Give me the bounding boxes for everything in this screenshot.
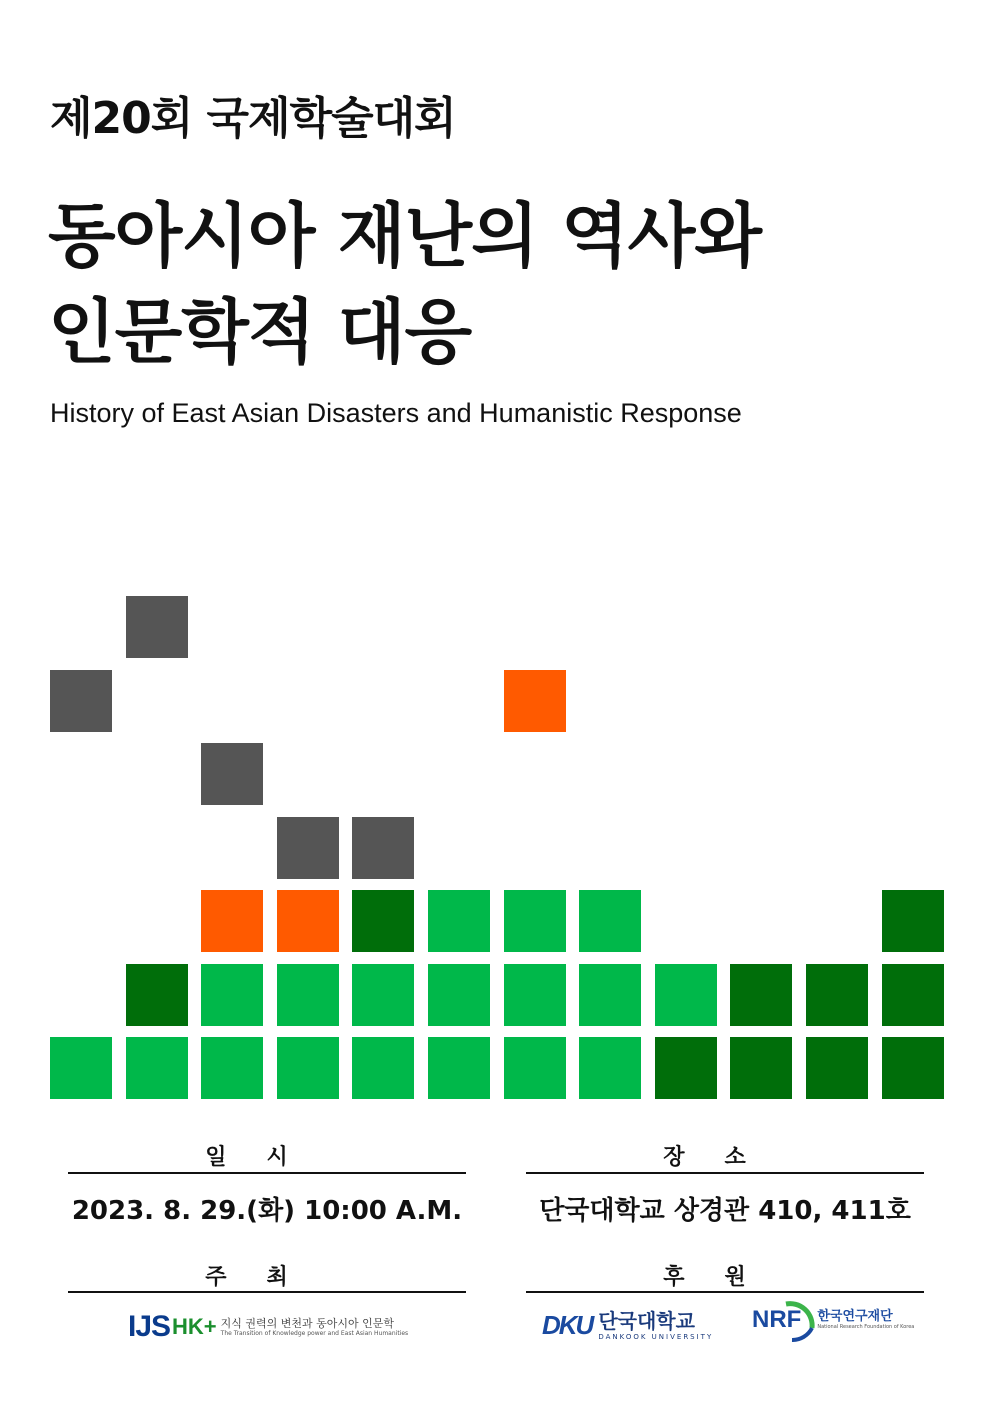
title-line-1: 동아시아 재난의 역사와 bbox=[48, 195, 761, 277]
dku-logo-mark: DKU bbox=[542, 1310, 593, 1340]
nrf-name-en: National Research Foundation of Korea bbox=[817, 1324, 915, 1330]
ijs-name-kr: 지식 권력의 변천과 동아시아 인문학 bbox=[220, 1316, 395, 1330]
block-dark_green-32 bbox=[655, 1037, 717, 1099]
venue-label: 장소 bbox=[663, 1145, 786, 1170]
block-green-17 bbox=[428, 964, 490, 1026]
block-dark_green-35 bbox=[882, 1037, 944, 1099]
block-dark_green-8 bbox=[352, 890, 414, 952]
block-dark_green-23 bbox=[882, 964, 944, 1026]
block-orange-2 bbox=[504, 670, 566, 732]
block-green-31 bbox=[579, 1037, 641, 1099]
sponsor-label: 후원 bbox=[663, 1265, 786, 1290]
block-green-29 bbox=[428, 1037, 490, 1099]
title-line-2: 인문학적 대응 bbox=[48, 291, 472, 373]
nrf-logo bbox=[752, 1306, 914, 1334]
block-green-27 bbox=[277, 1037, 339, 1099]
block-orange-7 bbox=[277, 890, 339, 952]
block-dark_green-13 bbox=[126, 964, 188, 1026]
dku-logo bbox=[542, 1310, 713, 1341]
host-divider bbox=[68, 1291, 466, 1293]
block-gray-1 bbox=[50, 670, 112, 732]
block-orange-6 bbox=[201, 890, 263, 952]
block-green-15 bbox=[277, 964, 339, 1026]
date-label: 일시 bbox=[205, 1145, 328, 1170]
block-dark_green-22 bbox=[806, 964, 868, 1026]
sponsor-divider bbox=[526, 1291, 924, 1293]
nrf-name-kr: 한국연구재단 bbox=[817, 1309, 893, 1324]
block-green-9 bbox=[428, 890, 490, 952]
block-green-28 bbox=[352, 1037, 414, 1099]
block-gray-0 bbox=[126, 596, 188, 658]
block-green-18 bbox=[504, 964, 566, 1026]
dku-name-kr: 단국대학교 bbox=[598, 1308, 695, 1333]
block-gray-5 bbox=[352, 817, 414, 879]
block-green-24 bbox=[50, 1037, 112, 1099]
block-green-16 bbox=[352, 964, 414, 1026]
block-gray-4 bbox=[277, 817, 339, 879]
dku-name-en: DANKOOK UNIVERSITY bbox=[598, 1332, 714, 1341]
block-green-11 bbox=[579, 890, 641, 952]
ijs-hk-logo bbox=[128, 1310, 408, 1344]
block-gray-3 bbox=[201, 743, 263, 805]
block-green-30 bbox=[504, 1037, 566, 1099]
conference-number: 제20회 국제학술대회 bbox=[50, 93, 456, 144]
ijs-name-en: The Transition of Knowledge power and East Asian Humanities bbox=[220, 1329, 409, 1337]
host-label: 주최 bbox=[205, 1265, 328, 1290]
block-green-19 bbox=[579, 964, 641, 1026]
block-dark_green-21 bbox=[730, 964, 792, 1026]
nrf-logo-mark: NRF bbox=[752, 1306, 802, 1333]
block-dark_green-12 bbox=[882, 890, 944, 952]
block-dark_green-34 bbox=[806, 1037, 868, 1099]
block-green-10 bbox=[504, 890, 566, 952]
date-value: 2023. 8. 29.(화) 10:00 A.M. bbox=[71, 1196, 463, 1226]
block-green-20 bbox=[655, 964, 717, 1026]
date-divider bbox=[68, 1172, 466, 1174]
venue-value: 단국대학교 상경관 410, 411호 bbox=[539, 1196, 911, 1226]
block-green-25 bbox=[126, 1037, 188, 1099]
ijs-logo-mark: IJS bbox=[128, 1310, 171, 1343]
venue-divider bbox=[526, 1172, 924, 1174]
block-green-26 bbox=[201, 1037, 263, 1099]
english-subtitle: History of East Asian Disasters and Humanistic Response bbox=[50, 398, 742, 428]
hk-plus-mark: HK+ bbox=[172, 1314, 217, 1339]
block-green-14 bbox=[201, 964, 263, 1026]
block-dark_green-33 bbox=[730, 1037, 792, 1099]
